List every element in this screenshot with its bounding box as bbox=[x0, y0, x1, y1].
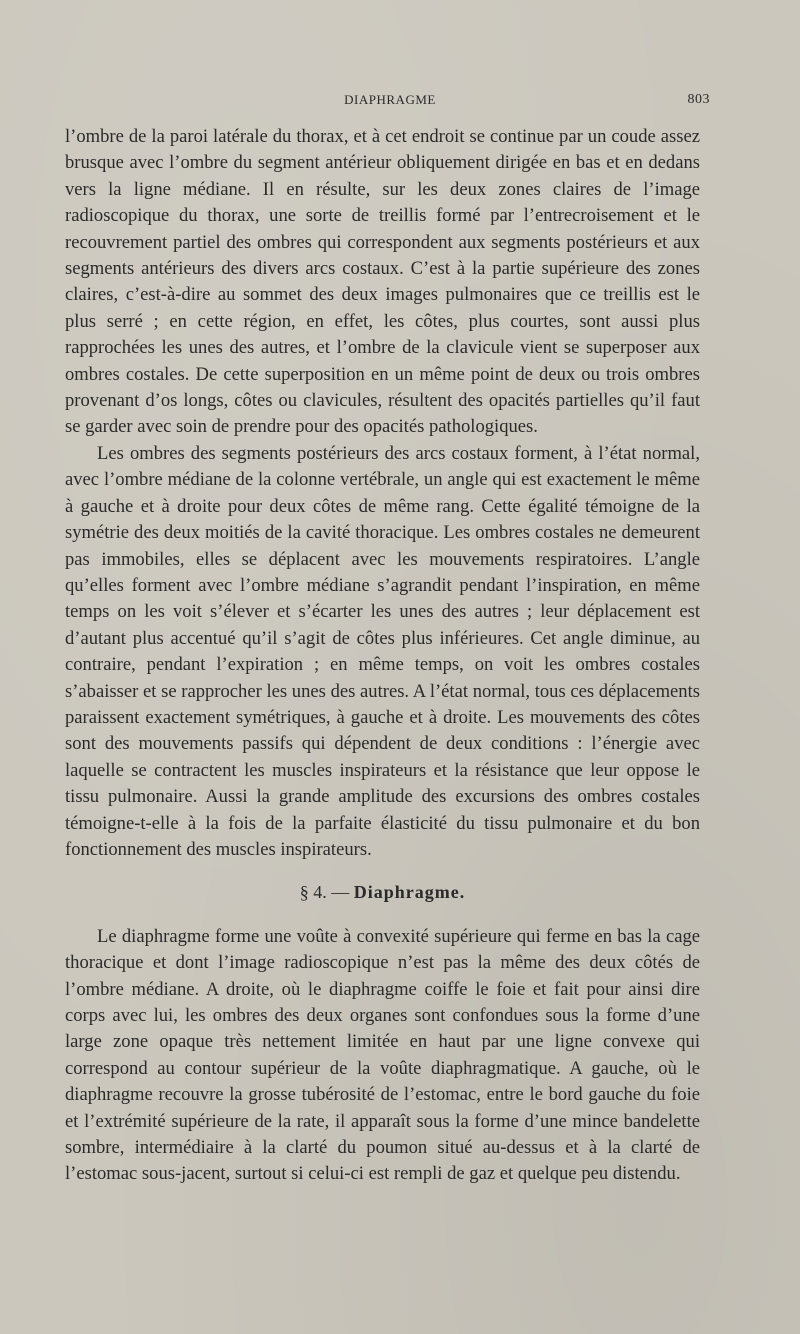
body-text bbox=[65, 124, 700, 1188]
section-heading bbox=[65, 879, 700, 905]
running-title: DIAPHRAGME bbox=[344, 92, 436, 107]
section-title: Diaphragme. bbox=[353, 882, 466, 903]
paragraph-continuation: l’ombre de la paroi latérale du thorax, et à cet endroit se continue par un coude assez brusque avec l’ombre du segment antérieur obliquement dirigée en bas et en dedans vers la ligne médiane. Il en résulte, sur les deux zones claires de l’image radioscopique du thorax, une sorte de treillis formé par l’entrecroisement et le recouvrement partiel des ombres qui correspondent aux segments postérieurs et aux segments antérieurs des divers arcs costaux. C’est à la partie supérieure des zones claires, c’est-à-dire au sommet des deux images pulmonaires que ce treillis est le plus serré ; en cette région, en effet, les côtes, plus courtes, sont aussi plus rapprochées les unes des autres, et l’ombre de la clavicule vient se superposer aux ombres costales. De cette superposition en un même point de deux ou trois ombres provenant d’os longs, côtes ou clavicules, résultent des opacités partielles qu’il faut se garder avec soin de prendre pour des opacités pathologiques. bbox=[65, 126, 700, 438]
paragraph-diaphragm: Le diaphragme forme une voûte à convexité supérieure qui ferme en bas la cage thoracique et dont l’image radioscopique n’est pas la même des deux côtés de l’ombre médiane. A droite, où le diaphragme coiffe le foie et fait pour ainsi dire corps avec lui, les ombres des deux organes sont confondues sous la forme d’une large zone opaque très nettement limitée en haut par une ligne convexe qui correspond au contour supérieur de la voûte diaphragmatique. A gauche, où le diaphragme recouvre la grosse tubérosité de l’estomac, entre le bord gauche du foie et l’extrémité supérieure de la rate, il apparaît sous la forme d’une mince bandelette sombre, intermédiaire à la clarté du poumon situé au-dessus et à la clarté de l’estomac sous-jacent, surtout si celui-ci est rempli de gaz et quelque peu distendu. bbox=[65, 925, 700, 1185]
page-header bbox=[70, 92, 710, 112]
paragraph-costal-shadows: Les ombres des segments postérieurs des arcs costaux forment, à l’état normal, avec l’ombre médiane de la colonne vertébrale, un angle qui est exactement le même à gauche et à droite pour deux côtes de même rang. Cette égalité témoigne de la symétrie des deux moitiés de la cavité thoracique. Les ombres costales ne demeurent pas immobiles, elles se déplacent avec les mouvements respiratoires. L’angle qu’elles forment avec l’ombre médiane s’agrandit pendant l’inspiration, en même temps on les voit s’élever et s’écarter les unes des autres ; leur déplacement est d’autant plus accentué qu’il s’agit de côtes plus inférieures. Cet angle diminue, au contraire, pendant l’expiration ; en même temps, on voit les ombres costales s’abaisser et se rapprocher les unes des autres. A l’état normal, tous ces déplacements paraissent exactement symétriques, à gauche et à droite. Les mouvements des côtes sont des mouvements passifs qui dépendent de deux conditions : l’énergie avec laquelle se contractent les muscles inspirateurs et la résistance que leur oppose le tissu pulmonaire. Aussi la grande amplitude des excursions des ombres costales témoigne-t-elle à la fois de la parfaite élasticité du tissu pulmonaire et du bon fonctionnement des muscles inspirateurs. bbox=[65, 442, 700, 860]
section-number: § 4. — bbox=[299, 882, 350, 903]
page-number: 803 bbox=[687, 92, 710, 107]
